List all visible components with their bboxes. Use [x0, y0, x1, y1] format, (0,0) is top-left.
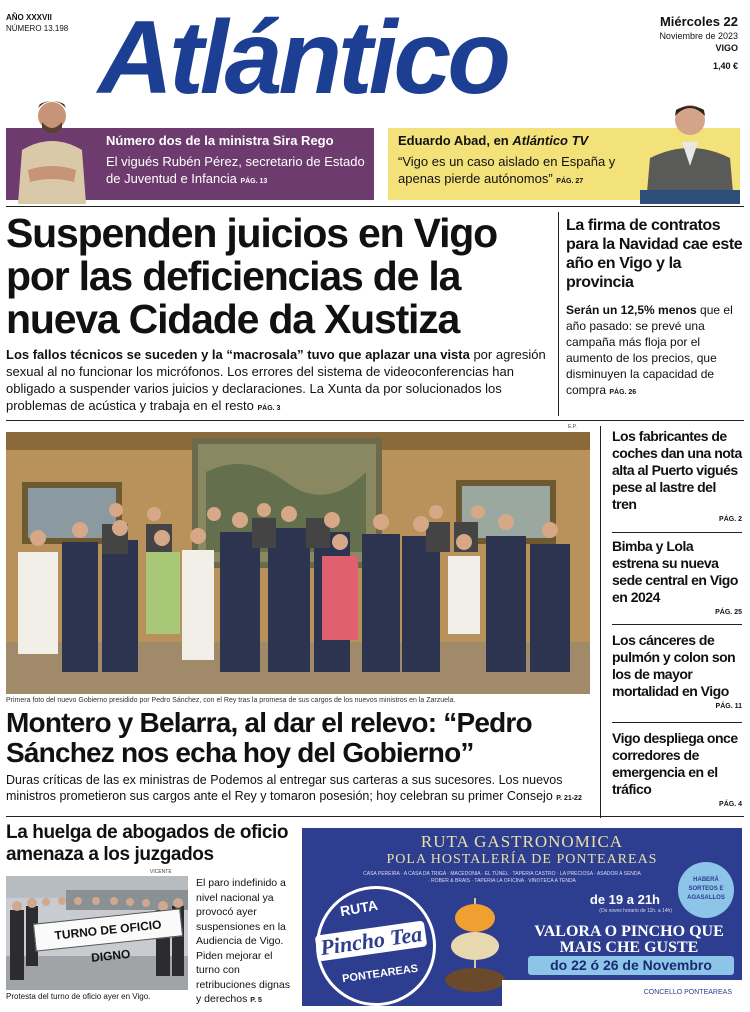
teaser-right-headline: Eduardo Abad, en Atlántico TV	[398, 133, 589, 148]
page-ref: PÁG. 13	[240, 178, 268, 185]
atlantico-tv-label: Atlántico TV	[512, 133, 589, 148]
divider	[6, 206, 744, 207]
ad-dates: do 22 ó 26 de Novembro	[528, 956, 734, 975]
date-month-year: Noviembre de 2023	[659, 31, 738, 41]
page-ref: PÁG. 3	[257, 405, 281, 412]
page-ref: PÁG. 26	[609, 389, 637, 396]
page-ref: PÁG. 4	[719, 801, 742, 808]
ad-badge: HABERÁ SORTEOS E AGASALLOS	[678, 862, 734, 918]
ad-ruta-label: RUTA	[338, 896, 379, 920]
page-ref: PÁG. 2	[719, 516, 742, 523]
date-info	[659, 14, 738, 72]
teaser-right-body: “Vigo es un caso aislado en España y apenas pierde autónomos” PÁG. 27	[398, 154, 616, 186]
brief-car-makers[interactable]	[612, 428, 742, 523]
photo-credit: E.P.	[568, 424, 577, 430]
ad-sponsor: CONCELLO PONTEAREAS	[502, 980, 742, 1006]
brief-headline: Los cánceres de pulmón y colon son los de mayor mortalidad en Vigo	[612, 632, 736, 699]
column-divider	[558, 212, 559, 416]
photo-caption: Primera foto del nuevo Gobierno presidido por Pedro Sánchez, con el Rey tras la promesa de sus cargos de los nuevos ministros en la Zarzuela.	[6, 697, 456, 704]
newspaper-logo[interactable]: Atlántico	[98, 0, 507, 116]
teaser-left-headline: Número dos de la ministra Sira Rego	[106, 133, 334, 148]
second-headline[interactable]: Montero y Belarra, al dar el relevo: “Pedro Sánchez nos echa hoy del Gobierno”	[6, 707, 532, 768]
brief-bimba-lola[interactable]	[612, 538, 742, 616]
small-photo-caption: Protesta del turno de oficio ayer en Vigo.	[6, 992, 151, 1001]
lead-summary: Los fallos técnicos se suceden y la “macrosala” tuvo que aplazar una vista por agresión sexual al no funcionar los micrófonos. Los errores del sistema de videoconferencias han obligado a suspender varios juicios y declaraciones. La Xunta da por solucionados los problemas de acústica y trabaja en el resto PÁG. 3	[6, 347, 546, 413]
brief-headline: Vigo despliega once corredores de emergencia en el tráfico	[612, 730, 738, 797]
price: 1,40 €	[712, 61, 738, 71]
ad-venues: CASA PEREIRA · A CASA DA TRIGA · MACEDONIA · EL TÚNEL · TAPERIA CASTRO · LA PRECIOSA · ASADOR A SENDA · ROBER & BRAIS · TAPERIA LA OFICINA · VINOTECA A TENDA	[363, 871, 641, 884]
pincho-tea-ad[interactable]	[302, 828, 742, 1006]
edition-city: VIGO	[715, 43, 738, 53]
page-ref: PÁG. 27	[556, 178, 584, 185]
page-ref: P. 21-22	[556, 795, 582, 802]
divider	[612, 722, 742, 723]
lead-headline[interactable]: Suspenden juicios en Vigo por las deficiencias de la nueva Cidade da Xustiza	[6, 210, 497, 342]
divider	[612, 624, 742, 625]
side-body: Serán un 12,5% menos que el año pasado: se prevé una campaña más floja por el aumento de los precios, que disminuyen la capacidad de compra PÁG. 26	[566, 303, 733, 397]
year-label: AÑO XXXVII	[6, 13, 52, 22]
brief-headline: Los fabricantes de coches dan una nota alta al Puerto vigués pese al lastre del tren	[612, 428, 742, 512]
ad-pincho-logo: Pincho Tea	[315, 920, 428, 961]
divider	[6, 420, 744, 421]
brief-emergency-corridors[interactable]	[612, 730, 742, 808]
third-body: El paro indefinido a nivel nacional ya provocó ayer suspensiones en la Audiencia de Vigo. Piden mejorar el turno con retribuciones dignas y derechos P. 5	[196, 877, 290, 1005]
date-day: Miércoles 22	[659, 14, 738, 29]
small-photo-credit: VICENTE	[150, 869, 172, 875]
second-summary: Duras críticas de las ex ministras de Podemos al entregar sus carteras a sus sucesores. Los nuevos ministros prometieron sus cargos ante el Rey y tomaron posesión; hoy celebran su primer Consejo P. 21-22	[6, 773, 582, 803]
protest-photo[interactable]	[6, 876, 188, 990]
brief-headline: Bimba y Lola estrena su nueva sede central en Vigo en 2024	[612, 538, 738, 605]
ad-valora: VALORA O PINCHO QUE MAIS CHE GUSTE	[534, 923, 724, 956]
protest-banner: TURNO DE OFICIO DIGNO	[33, 908, 183, 951]
divider	[6, 816, 744, 817]
brief-cancer[interactable]	[612, 632, 742, 710]
edition-info	[6, 12, 68, 34]
christmas-contracts-story[interactable]	[566, 216, 746, 401]
ad-hours-note: (Os xoves horario de 11h. a 14h)	[599, 908, 672, 914]
pincho-skewer-icon	[442, 898, 508, 998]
third-headline[interactable]: La huelga de abogados de oficio amenaza a los juzgados	[6, 822, 289, 865]
ad-hours: de 19 a 21h	[589, 892, 660, 907]
column-divider	[600, 426, 601, 818]
teaser-left-body: El vigués Rubén Pérez, secretario de Estado de Juventud e Infancia PÁG. 13	[106, 154, 365, 186]
page-ref: P. 5	[250, 997, 262, 1004]
issue-number: NÚMERO 13.198	[6, 24, 69, 33]
side-headline: La firma de contratos para la Navidad cae este año en Vigo y la provincia	[566, 217, 743, 291]
ad-subtitle: POLA HOSTALERÍA DE PONTEAREAS	[386, 852, 658, 867]
ruben-perez-photo	[8, 92, 96, 204]
divider	[612, 532, 742, 533]
page-ref: PÁG. 11	[715, 703, 742, 710]
eduardo-abad-photo	[640, 96, 740, 204]
government-photo[interactable]	[6, 432, 590, 694]
ad-title: RUTA GASTRONOMICA	[420, 832, 624, 851]
ad-pontareas-label: PONTEAREAS	[341, 962, 419, 986]
page-ref: PÁG. 25	[715, 609, 742, 616]
